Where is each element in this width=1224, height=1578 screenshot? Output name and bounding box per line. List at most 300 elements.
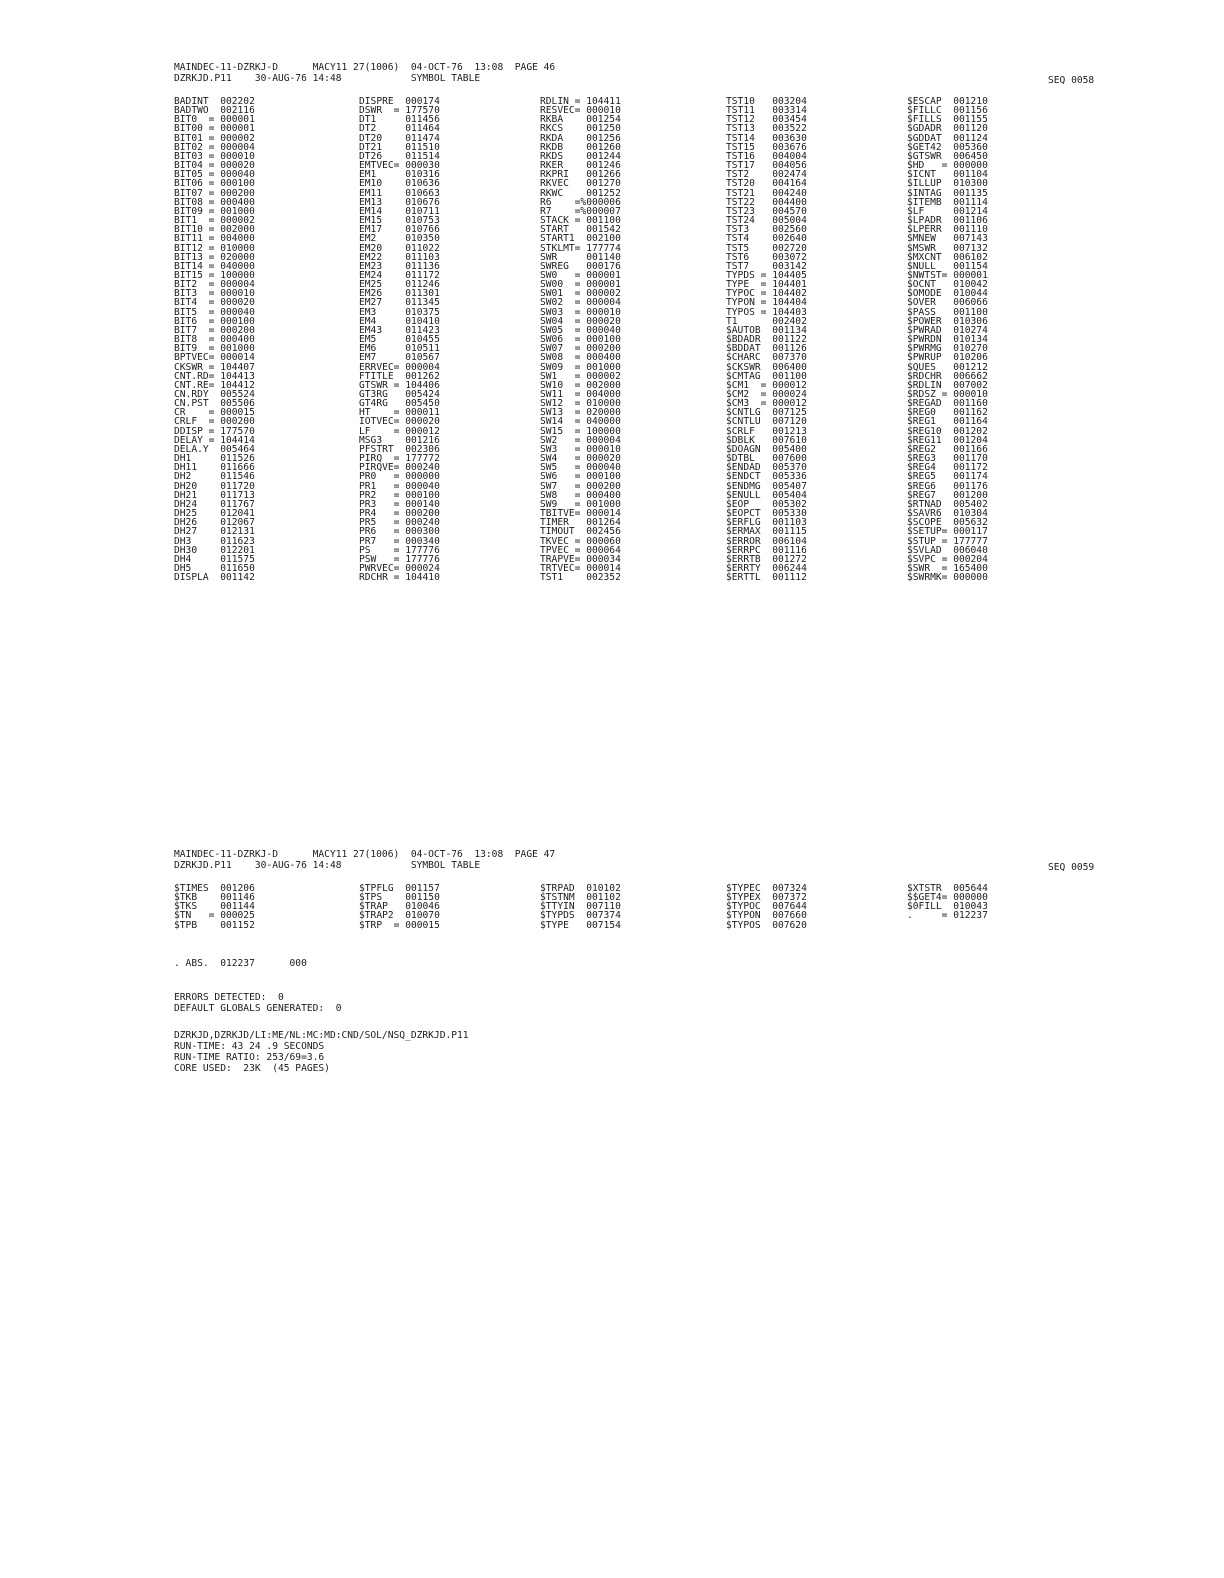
symbol-entry: $ITEMB 001114 xyxy=(907,196,988,208)
symbol-entry: $ENDAD 005370 xyxy=(726,462,807,474)
symbol-entry: $EOPCT 005330 xyxy=(726,508,807,520)
symbol-entry: SW07 = 000200 xyxy=(540,343,621,355)
symbol-entry: $GDDAT 001124 xyxy=(907,132,988,144)
page46-seq-number: SEQ 0058 xyxy=(1048,75,1095,86)
symbol-entry: TST11 003314 xyxy=(726,105,807,117)
symbol-entry: BIT2 = 000004 xyxy=(174,279,255,291)
symbol-entry: $CM2 = 000024 xyxy=(726,389,807,400)
symbol-entry: RKPRI 001266 xyxy=(540,169,621,181)
symbol-entry: $REG3 001170 xyxy=(907,453,988,465)
symbol-entry: PR4 = 000200 xyxy=(359,508,440,520)
symbol-entry: $TYPOC 007644 xyxy=(726,901,807,913)
symbol-entry: $QUES 001212 xyxy=(907,361,988,373)
symbol-entry: $MXCNT 006102 xyxy=(907,251,988,263)
symbol-entry xyxy=(907,921,988,930)
symbol-entry: DH5 011650 xyxy=(174,562,255,574)
symbol-entry: RKDA 001256 xyxy=(540,132,621,144)
symbol-entry: BIT10 = 002000 xyxy=(174,224,255,236)
symbol-entry: BIT15 = 100000 xyxy=(174,269,255,281)
symbol-entry: DT2 011464 xyxy=(359,123,440,135)
symbol-entry: RKWC 001252 xyxy=(540,187,621,199)
page47-seq-number: SEQ 0059 xyxy=(1048,862,1095,873)
symbol-entry: TRAPVE= 000034 xyxy=(540,553,621,565)
symbol-entry: IOTVEC= 000020 xyxy=(359,416,440,428)
symbol-entry: PS = 177776 xyxy=(359,544,440,556)
symbol-entry: PR0 = 000000 xyxy=(359,471,440,483)
symbol-entry: $ERMAX 001115 xyxy=(726,526,807,538)
symbol-entry: TST7 003142 xyxy=(726,260,807,272)
symbol-entry: BIT06 = 000100 xyxy=(174,178,255,190)
symbol-entry: DELAY = 104414 xyxy=(174,434,255,446)
page46-header-line1: MAINDEC-11-DZRKJ-D MACY11 27(1006) 04-OCT-76 13:08 PAGE 46 xyxy=(174,62,556,73)
symbol-entry: PR2 = 000100 xyxy=(359,489,440,501)
run-time-ratio: RUN-TIME RATIO: 253/69=3.6 xyxy=(174,1052,325,1063)
symbol-entry: $ESCAP 001210 xyxy=(907,96,988,107)
symbol-entry: $OCNT 010042 xyxy=(907,279,988,291)
symbol-entry: TIMER 001264 xyxy=(540,517,621,529)
symbol-entry: $TYPEX 007372 xyxy=(726,892,807,904)
symbol-entry: TST6 003072 xyxy=(726,251,807,263)
symbol-entry: $REGAD 001160 xyxy=(907,398,988,410)
symbol-entry: $ERROR 006104 xyxy=(726,535,807,547)
symbol-entry: $TRPAD 010102 xyxy=(540,883,621,894)
symbol-entry: $TKS 001144 xyxy=(174,901,255,913)
symbol-entry: $TYPEC 007324 xyxy=(726,883,807,894)
symbol-entry: EM3 010375 xyxy=(359,306,440,318)
symbol-entry: $FILLC 001156 xyxy=(907,105,988,117)
symbol-entry: $RDSZ = 000010 xyxy=(907,389,988,400)
symbol-entry: BIT04 = 000020 xyxy=(174,160,255,172)
symbol-entry: EM26 011301 xyxy=(359,288,440,300)
symbol-entry: SW8 = 000400 xyxy=(540,489,621,501)
symbol-entry: $PASS 001100 xyxy=(907,306,988,318)
symbol-entry: $LPADR 001106 xyxy=(907,215,988,227)
symbol-entry: EM22 011103 xyxy=(359,251,440,263)
symbol-entry: SWREG 000176 xyxy=(540,260,621,272)
symbol-entry: $REG6 001176 xyxy=(907,480,988,492)
page46-symbol-column-2 xyxy=(359,97,440,582)
symbol-entry: TST17 004056 xyxy=(726,160,807,172)
symbol-entry: SW04 = 000020 xyxy=(540,315,621,327)
symbol-entry: $OMODE 010044 xyxy=(907,288,988,300)
symbol-entry: PIRQ = 177772 xyxy=(359,453,440,465)
symbol-entry: HT = 000011 xyxy=(359,407,440,419)
symbol-entry: EM24 011172 xyxy=(359,269,440,281)
symbol-entry: $DOAGN 005400 xyxy=(726,443,807,455)
symbol-entry: $DTBL 007600 xyxy=(726,453,807,465)
symbol-entry: SW7 = 000200 xyxy=(540,480,621,492)
symbol-entry: $LF 001214 xyxy=(907,205,988,217)
symbol-entry: TST21 004240 xyxy=(726,187,807,199)
symbol-entry: EM15 010753 xyxy=(359,215,440,227)
symbol-entry: GTSWR = 104406 xyxy=(359,379,440,391)
symbol-entry: CR = 000015 xyxy=(174,407,255,419)
symbol-entry: TYPDS = 104405 xyxy=(726,269,807,281)
symbol-entry: EM27 011345 xyxy=(359,297,440,309)
symbol-entry: $SVPC = 000204 xyxy=(907,553,988,565)
symbol-entry: BADINT 002202 xyxy=(174,96,255,107)
symbol-entry: $DBLK 007610 xyxy=(726,434,807,446)
symbol-entry: EM10 010636 xyxy=(359,178,440,190)
symbol-entry: SW01 = 000002 xyxy=(540,288,621,300)
symbol-entry: SW08 = 000400 xyxy=(540,352,621,364)
symbol-entry: SW06 = 000100 xyxy=(540,334,621,346)
symbol-entry: $SCOPE 005632 xyxy=(907,517,988,529)
symbol-entry: SW02 = 000004 xyxy=(540,297,621,309)
symbol-entry: $RDCHR 006662 xyxy=(907,370,988,382)
symbol-entry: BIT7 = 000200 xyxy=(174,324,255,336)
symbol-entry: LF = 000012 xyxy=(359,425,440,437)
symbol-entry: SW6 = 000100 xyxy=(540,471,621,483)
symbol-entry: $ERRTY 006244 xyxy=(726,562,807,574)
symbol-entry: $STUP = 177777 xyxy=(907,535,988,547)
page47-header-line1: MAINDEC-11-DZRKJ-D MACY11 27(1006) 04-OCT-76 13:08 PAGE 47 xyxy=(174,849,556,860)
symbol-entry: START1 002100 xyxy=(540,233,621,245)
symbol-entry: $EOP 005302 xyxy=(726,498,807,510)
symbol-entry: EM14 010711 xyxy=(359,205,440,217)
symbol-entry: EM25 011246 xyxy=(359,279,440,291)
symbol-entry: DISPLA 001142 xyxy=(174,572,255,584)
symbol-entry: DH25 012041 xyxy=(174,508,255,520)
symbol-entry: RKDS 001244 xyxy=(540,150,621,162)
symbol-entry: $MSWR 007132 xyxy=(907,242,988,254)
symbol-entry: CRLF = 000200 xyxy=(174,416,255,428)
symbol-entry: BIT1 = 000002 xyxy=(174,215,255,227)
symbol-entry: DH4 011575 xyxy=(174,553,255,565)
symbol-entry: $CNTLU 007120 xyxy=(726,416,807,428)
symbol-entry: RDCHR = 104410 xyxy=(359,572,440,584)
symbol-entry: $REG2 001166 xyxy=(907,443,988,455)
symbol-entry: $GET42 005360 xyxy=(907,141,988,153)
symbol-entry: DH20 011720 xyxy=(174,480,255,492)
symbol-entry: PIRQVE= 000240 xyxy=(359,462,440,474)
symbol-entry: SW0 = 000001 xyxy=(540,269,621,281)
symbol-entry: EM2 010350 xyxy=(359,233,440,245)
symbol-entry: BPTVEC= 000014 xyxy=(174,352,255,364)
symbol-entry: CNT.RE= 104412 xyxy=(174,379,255,391)
symbol-entry: $TN = 000025 xyxy=(174,910,255,922)
symbol-entry: $POWER 010306 xyxy=(907,315,988,327)
symbol-entry: BADTWO 002116 xyxy=(174,105,255,117)
symbol-entry: BIT3 = 000010 xyxy=(174,288,255,300)
symbol-entry: CN.RDY 005524 xyxy=(174,389,255,400)
symbol-entry: DT1 011456 xyxy=(359,114,440,126)
symbol-entry: TST5 002720 xyxy=(726,242,807,254)
symbol-entry: DH1 011526 xyxy=(174,453,255,465)
symbol-entry: FTITLE 001262 xyxy=(359,370,440,382)
abs-section-line: . ABS. 012237 000 xyxy=(174,958,307,969)
symbol-entry: $0FILL 010043 xyxy=(907,901,988,913)
errors-detected: ERRORS DETECTED: 0 xyxy=(174,992,284,1003)
symbol-entry: EM6 010511 xyxy=(359,343,440,355)
symbol-entry: SW15 = 100000 xyxy=(540,425,621,437)
symbol-entry: TST23 004570 xyxy=(726,205,807,217)
symbol-entry: BIT14 = 040000 xyxy=(174,260,255,272)
symbol-entry: TST20 004164 xyxy=(726,178,807,190)
symbol-entry: R7 =%000007 xyxy=(540,205,621,217)
symbol-entry: RKVEC 001270 xyxy=(540,178,621,190)
symbol-entry: $SWR = 165400 xyxy=(907,562,988,574)
symbol-entry: BIT9 = 001000 xyxy=(174,343,255,355)
symbol-entry: $ERTTL 001112 xyxy=(726,572,807,584)
symbol-entry: TKVEC = 000060 xyxy=(540,535,621,547)
symbol-entry: PSW = 177776 xyxy=(359,553,440,565)
symbol-entry: SW03 = 000010 xyxy=(540,306,621,318)
symbol-entry: $ICNT 001104 xyxy=(907,169,988,181)
symbol-entry: RKDB 001260 xyxy=(540,141,621,153)
symbol-entry: BIT13 = 020000 xyxy=(174,251,255,263)
page46-symbol-column-4 xyxy=(726,97,807,582)
symbol-entry: $SVLAD 006040 xyxy=(907,544,988,556)
symbol-entry: EMTVEC= 000030 xyxy=(359,160,440,172)
symbol-entry: $TTYIN 007110 xyxy=(540,901,621,913)
symbol-entry: DH21 011713 xyxy=(174,489,255,501)
symbol-entry: $NULL 001154 xyxy=(907,260,988,272)
symbol-entry: SW13 = 020000 xyxy=(540,407,621,419)
symbol-entry: DH11 011666 xyxy=(174,462,255,474)
symbol-entry: $ERFLG 001103 xyxy=(726,517,807,529)
symbol-entry: DH2 011546 xyxy=(174,471,255,483)
symbol-entry: DH24 011767 xyxy=(174,498,255,510)
symbol-entry: EM5 010455 xyxy=(359,334,440,346)
page46-symbol-column-1 xyxy=(174,97,255,582)
symbol-entry: $PWRAD 010274 xyxy=(907,324,988,336)
symbol-entry: $SWRMK= 000000 xyxy=(907,572,988,584)
symbol-entry: DH26 012067 xyxy=(174,517,255,529)
symbol-entry: $TRAP 010046 xyxy=(359,901,440,913)
symbol-entry: $FILLS 001155 xyxy=(907,114,988,126)
symbol-entry: $$GET4= 000000 xyxy=(907,892,988,904)
symbol-entry: $CM3 = 000012 xyxy=(726,398,807,410)
symbol-entry: SW11 = 004000 xyxy=(540,389,621,400)
symbol-entry: DDISP = 177570 xyxy=(174,425,255,437)
symbol-entry: TST16 004004 xyxy=(726,150,807,162)
symbol-entry: $TRP = 000015 xyxy=(359,919,440,931)
symbol-entry: SW10 = 002000 xyxy=(540,379,621,391)
symbol-entry: $TPB 001152 xyxy=(174,919,255,931)
symbol-entry: TST10 003204 xyxy=(726,96,807,107)
symbol-entry: PR5 = 000240 xyxy=(359,517,440,529)
symbol-entry: $CNTLG 007125 xyxy=(726,407,807,419)
symbol-entry: $TRAP2 010070 xyxy=(359,910,440,922)
symbol-entry: $ILLUP 010300 xyxy=(907,178,988,190)
command-line: DZRKJD,DZRKJD/LI:ME/NL:MC:MD:CND/SOL/NSQ_DZRKJD.P11 xyxy=(174,1030,469,1041)
symbol-entry: BIT5 = 000040 xyxy=(174,306,255,318)
symbol-entry: BIT4 = 000020 xyxy=(174,297,255,309)
symbol-entry: TST22 004400 xyxy=(726,196,807,208)
symbol-entry: TST13 003522 xyxy=(726,123,807,135)
symbol-entry: BIT05 = 000040 xyxy=(174,169,255,181)
symbol-entry: DH30 012201 xyxy=(174,544,255,556)
symbol-entry: $TPFLG 001157 xyxy=(359,883,440,894)
symbol-entry: $HD = 000000 xyxy=(907,160,988,172)
symbol-entry: SW00 = 000001 xyxy=(540,279,621,291)
symbol-entry: TST24 005004 xyxy=(726,215,807,227)
symbol-entry: BIT6 = 000100 xyxy=(174,315,255,327)
symbol-entry: SW3 = 000010 xyxy=(540,443,621,455)
symbol-entry: BIT09 = 001000 xyxy=(174,205,255,217)
symbol-entry: DH27 012131 xyxy=(174,526,255,538)
core-used: CORE USED: 23K (45 PAGES) xyxy=(174,1063,330,1074)
symbol-entry: $CMTAG 001100 xyxy=(726,370,807,382)
symbol-entry: MSG3 001216 xyxy=(359,434,440,446)
page47-symbol-column-3 xyxy=(540,884,621,930)
symbol-entry: $PWRUP 010206 xyxy=(907,352,988,364)
symbol-entry: $TYPON 007660 xyxy=(726,910,807,922)
symbol-entry: BIT03 = 000010 xyxy=(174,150,255,162)
symbol-entry: RDLIN = 104411 xyxy=(540,96,621,107)
symbol-entry: EM23 011136 xyxy=(359,260,440,272)
symbol-entry: $BDADR 001122 xyxy=(726,334,807,346)
symbol-entry: $TYPDS 007374 xyxy=(540,910,621,922)
symbol-entry: $TPS 001150 xyxy=(359,892,440,904)
symbol-entry: SW14 = 040000 xyxy=(540,416,621,428)
symbol-entry: BIT02 = 000004 xyxy=(174,141,255,153)
symbol-entry: BIT8 = 000400 xyxy=(174,334,255,346)
symbol-entry: BIT08 = 000400 xyxy=(174,196,255,208)
symbol-entry: STKLMT= 177774 xyxy=(540,242,621,254)
symbol-entry: CNT.RD= 104413 xyxy=(174,370,255,382)
page46-symbol-column-3 xyxy=(540,97,621,582)
page47-symbol-column-1 xyxy=(174,884,255,930)
symbol-entry: $REG0 001162 xyxy=(907,407,988,419)
symbol-entry: RESVEC= 000010 xyxy=(540,105,621,117)
symbol-entry: TYPON = 104404 xyxy=(726,297,807,309)
symbol-entry: $LPERR 001110 xyxy=(907,224,988,236)
symbol-entry: BIT07 = 000200 xyxy=(174,187,255,199)
symbol-entry: TPVEC = 000064 xyxy=(540,544,621,556)
symbol-entry: $CM1 = 000012 xyxy=(726,379,807,391)
symbol-entry: SW5 = 000040 xyxy=(540,462,621,474)
symbol-entry: RKER 001246 xyxy=(540,160,621,172)
symbol-entry: TST14 003630 xyxy=(726,132,807,144)
symbol-entry: SW9 = 001000 xyxy=(540,498,621,510)
symbol-entry: TIMOUT 002456 xyxy=(540,526,621,538)
symbol-entry: CN.PST 005506 xyxy=(174,398,255,410)
symbol-entry: $REG10 001202 xyxy=(907,425,988,437)
symbol-entry: $ERRTB 001272 xyxy=(726,553,807,565)
symbol-entry: SW4 = 000020 xyxy=(540,453,621,465)
symbol-entry: $XTSTR 005644 xyxy=(907,883,988,894)
symbol-entry: $INTAG 001135 xyxy=(907,187,988,199)
symbol-entry: T1 002402 xyxy=(726,315,807,327)
symbol-entry: SW05 = 000040 xyxy=(540,324,621,336)
symbol-entry: $ERRPC 001116 xyxy=(726,544,807,556)
symbol-entry: TRTVEC= 000014 xyxy=(540,562,621,574)
symbol-entry: $ENDMG 005407 xyxy=(726,480,807,492)
symbol-entry: EM11 010663 xyxy=(359,187,440,199)
symbol-entry: PR1 = 000040 xyxy=(359,480,440,492)
symbol-entry: $TYPE 007154 xyxy=(540,919,621,931)
symbol-entry: $MNEW 007143 xyxy=(907,233,988,245)
symbol-entry: $CRLF 001213 xyxy=(726,425,807,437)
symbol-entry: SW12 = 010000 xyxy=(540,398,621,410)
symbol-entry: $REG11 001204 xyxy=(907,434,988,446)
symbol-entry: DT21 011510 xyxy=(359,141,440,153)
symbol-entry: SWR 001140 xyxy=(540,251,621,263)
page47-symbol-column-2 xyxy=(359,884,440,930)
page47-header-line2: DZRKJD.P11 30-AUG-76 14:48 SYMBOL TABLE xyxy=(174,860,481,871)
symbol-entry: $BDDAT 001126 xyxy=(726,343,807,355)
symbol-entry: $RTNAD 005402 xyxy=(907,498,988,510)
run-time: RUN-TIME: 43 24 .9 SECONDS xyxy=(174,1041,325,1052)
symbol-entry: TST2 002474 xyxy=(726,169,807,181)
symbol-entry: $NWTST= 000001 xyxy=(907,269,988,281)
symbol-entry: BIT01 = 000002 xyxy=(174,132,255,144)
symbol-entry: CKSWR = 104407 xyxy=(174,361,255,373)
symbol-entry: EM43 011423 xyxy=(359,324,440,336)
symbol-entry: $SETUP= 000117 xyxy=(907,526,988,538)
page46-symbol-column-5 xyxy=(907,97,988,582)
symbol-entry: DH3 011623 xyxy=(174,535,255,547)
symbol-entry: $PWRDN 010134 xyxy=(907,334,988,346)
symbol-entry: . = 012237 xyxy=(907,910,988,922)
symbol-entry: STACK = 001100 xyxy=(540,215,621,227)
symbol-entry: RKBA 001254 xyxy=(540,114,621,126)
symbol-entry: GT3RG 005424 xyxy=(359,389,440,400)
symbol-entry: PWRVEC= 000024 xyxy=(359,562,440,574)
symbol-entry: EM7 010567 xyxy=(359,352,440,364)
symbol-entry: $GTSWR 006450 xyxy=(907,150,988,162)
symbol-entry: ERRVEC= 000004 xyxy=(359,361,440,373)
symbol-entry: EM17 010766 xyxy=(359,224,440,236)
symbol-entry: TYPOS = 104403 xyxy=(726,306,807,318)
symbol-entry: EM13 010676 xyxy=(359,196,440,208)
symbol-entry: TST12 003454 xyxy=(726,114,807,126)
symbol-entry: DISPRE 000174 xyxy=(359,96,440,107)
symbol-entry: DT20 011474 xyxy=(359,132,440,144)
symbol-entry: $TKB 001146 xyxy=(174,892,255,904)
symbol-entry: TYPE = 104401 xyxy=(726,279,807,291)
symbol-entry: TYPOC = 104402 xyxy=(726,288,807,300)
symbol-entry: TST1 002352 xyxy=(540,572,621,584)
symbol-entry: TST3 002560 xyxy=(726,224,807,236)
symbol-entry: RKCS 001250 xyxy=(540,123,621,135)
symbol-entry: PR3 = 000140 xyxy=(359,498,440,510)
symbol-entry: $GDADR 001120 xyxy=(907,123,988,135)
symbol-entry: $OVER 006066 xyxy=(907,297,988,309)
symbol-entry: BIT0 = 000001 xyxy=(174,114,255,126)
symbol-entry: PFSTRT 002306 xyxy=(359,443,440,455)
symbol-entry: $REG1 001164 xyxy=(907,416,988,428)
symbol-entry: $AUTOB 001134 xyxy=(726,324,807,336)
symbol-entry: $CHARC 007370 xyxy=(726,352,807,364)
page47-symbol-column-4 xyxy=(726,884,807,930)
symbol-entry: PR6 = 000300 xyxy=(359,526,440,538)
symbol-entry: $REG5 001174 xyxy=(907,471,988,483)
page47-symbol-column-5 xyxy=(907,884,988,930)
default-globals-generated: DEFAULT GLOBALS GENERATED: 0 xyxy=(174,1003,342,1014)
symbol-entry: BIT00 = 000001 xyxy=(174,123,255,135)
symbol-entry: $TSTNM 001102 xyxy=(540,892,621,904)
symbol-entry: DSWR = 177570 xyxy=(359,105,440,117)
symbol-entry: DT26 011514 xyxy=(359,150,440,162)
symbol-entry: SW09 = 001000 xyxy=(540,361,621,373)
symbol-entry: TBITVE= 000014 xyxy=(540,508,621,520)
symbol-entry: SW2 = 000004 xyxy=(540,434,621,446)
symbol-entry: $PWRMG 010270 xyxy=(907,343,988,355)
symbol-entry: $CKSWR 006400 xyxy=(726,361,807,373)
symbol-entry: EM20 011022 xyxy=(359,242,440,254)
symbol-entry: $ENDCT 005336 xyxy=(726,471,807,483)
symbol-entry: $TYPOS 007620 xyxy=(726,919,807,931)
symbol-entry: SW1 = 000002 xyxy=(540,370,621,382)
symbol-entry: GT4RG 005450 xyxy=(359,398,440,410)
symbol-entry: $REG4 001172 xyxy=(907,462,988,474)
symbol-entry: $TIMES 001206 xyxy=(174,883,255,894)
symbol-entry: PR7 = 000340 xyxy=(359,535,440,547)
symbol-entry: DELA.Y 005464 xyxy=(174,443,255,455)
